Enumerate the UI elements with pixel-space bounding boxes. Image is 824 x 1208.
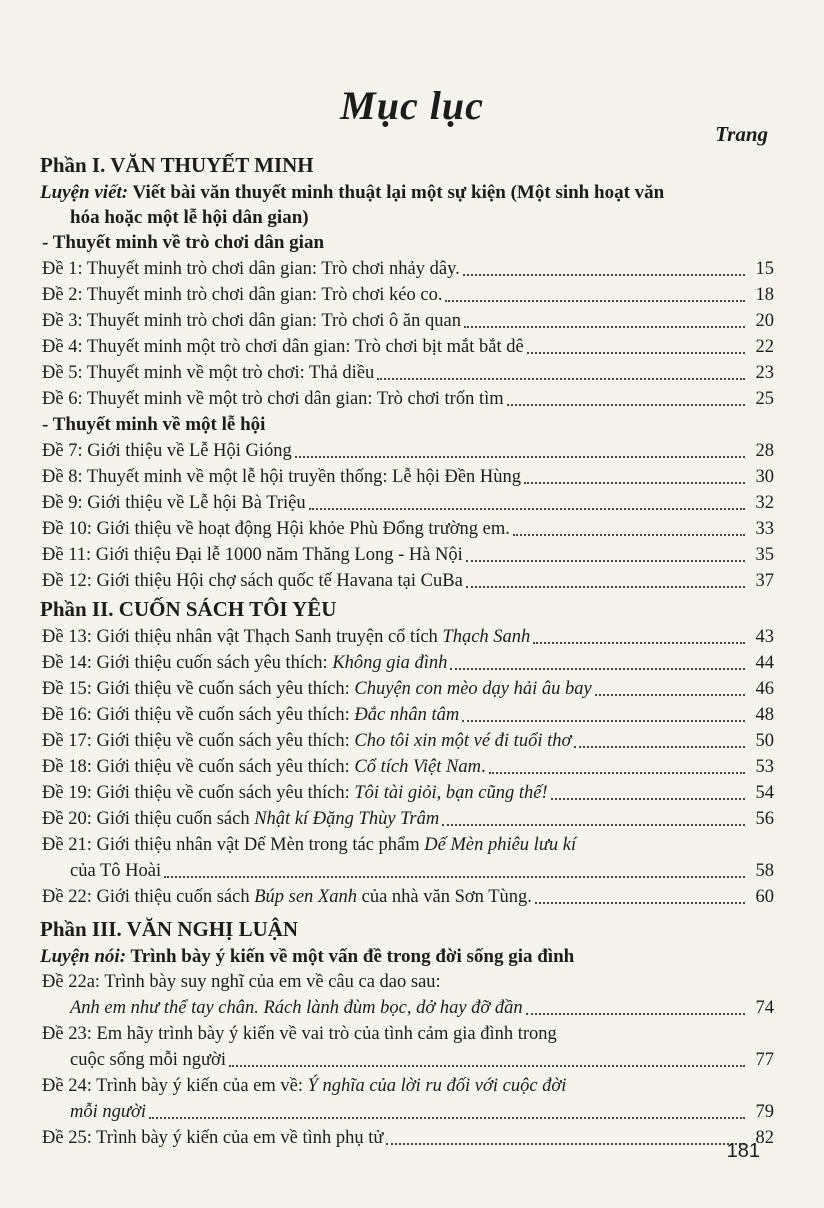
entry-text: Đề 11: Giới thiệu Đại lễ 1000 năm Thăng Long - Hà Nội [42,545,463,565]
toc-entry[interactable] [40,624,774,650]
entry-text: Đề 5: Thuyết minh về một trò chơi: Thả diều [42,363,375,383]
entry-text: Đề 2: Thuyết minh trò chơi dân gian: Trò chơi kéo co. [42,285,443,305]
entry-text: Đề 20: Giới thiệu cuốn sách Nhật kí Đặng Thùy Trâm [42,809,440,829]
toc-entry-line2[interactable] [40,1047,774,1073]
entry-text: Đề 6: Thuyết minh về một trò chơi dân gian: Trò chơi trốn tìm [42,389,504,409]
toc-entry[interactable] [40,728,774,754]
entry-text: Đề 4: Thuyết minh một trò chơi dân gian: Trò chơi bịt mắt bắt dê [42,337,524,357]
book-title: Chuyện con mèo dạy hải âu bay [354,679,592,699]
page-title: Mục lục [340,83,484,128]
toc-entry[interactable] [40,676,774,702]
entry-page: 22 [755,337,774,357]
exercise-text: Trình bày ý kiến về một vấn đề trong đời sống gia đình [130,946,575,967]
dot-leader [164,876,745,878]
toc-entry[interactable] [40,308,774,334]
entry-page: 37 [755,571,774,591]
part-1-heading: Phần I. VĂN THUYẾT MINH [40,153,314,177]
entry-page: 48 [755,705,774,725]
toc-entry[interactable] [40,650,774,676]
entry-page: 46 [755,679,774,699]
entry-text: Đề 13: Giới thiệu nhân vật Thạch Sanh truyện cổ tích Thạch Sanh [42,627,531,647]
dot-leader [551,798,745,800]
toc-entry-line2[interactable] [40,858,774,884]
toc-entry-line2[interactable] [40,1099,774,1125]
entry-text: Đề 9: Giới thiệu về Lễ hội Bà Triệu [42,493,306,513]
book-title: Dế Mèn phiêu lưu kí [424,835,577,855]
entry-page: 33 [755,519,774,539]
dot-leader [574,746,745,748]
entry-page: 56 [755,809,774,829]
dot-leader [309,508,745,510]
toc-entry[interactable] [40,438,774,464]
entry-text: Đề 10: Giới thiệu về hoạt động Hội khỏe Phù Đổng trường em. [42,519,510,539]
dot-leader [527,352,745,354]
toc-entry[interactable] [40,360,774,386]
toc-entry[interactable] [40,334,774,360]
dot-leader [533,642,745,644]
quote-text: Anh em như thể tay chân. Rách lành đùm bọc, dở hay đỡ đần [70,998,523,1018]
toc-entry[interactable] [40,464,774,490]
entry-text: Đề 22a: Trình bày suy nghĩ của em về câu ca dao sau: [42,972,441,992]
entry-page: 30 [755,467,774,487]
toc-entry[interactable] [40,1125,774,1151]
entry-text: Đề 24: Trình bày ý kiến của em về: Ý nghĩa của lời ru đối với cuộc đời [42,1076,567,1096]
book-title: Tôi tài giỏi, bạn cũng thế! [354,783,548,803]
toc-entry[interactable] [40,754,774,780]
entry-text: Đề 21: Giới thiệu nhân vật Dế Mèn trong tác phẩm Dế Mèn phiêu lưu kí [42,835,577,855]
section-heading: - Thuyết minh về một lễ hội [42,414,266,435]
dot-leader [386,1143,745,1145]
toc-entry[interactable] [40,282,774,308]
entry-page: 32 [755,493,774,513]
entry-text: Đề 14: Giới thiệu cuốn sách yêu thích: Không gia đình [42,653,448,673]
page-column-label: Trang [715,122,768,146]
page-number: 181 [726,1140,760,1162]
entry-text: Đề 19: Giới thiệu về cuốn sách yêu thích: Tôi tài giỏi, bạn cũng thế! [42,783,548,803]
topic-title: Ý nghĩa của lời ru đối với cuộc đời [307,1076,567,1096]
exercise-label: Luyện nói: [40,946,127,967]
part-1-exercise [40,180,774,205]
dot-leader [489,772,745,774]
dot-leader [524,482,745,484]
book-title: Không gia đình [332,653,448,673]
dot-leader [450,668,745,670]
section-heading: - Thuyết minh về trò chơi dân gian [42,232,325,253]
dot-leader [463,274,745,276]
toc-entry-line1[interactable] [40,1021,774,1047]
topic-title: mỗi người [70,1102,146,1122]
entry-page: 28 [755,441,774,461]
exercise-label: Luyện viết: [40,182,129,203]
entry-text: Đề 23: Em hãy trình bày ý kiến về vai trò của tình cảm gia đình trong [42,1024,557,1044]
book-title: Đắc nhân tâm [354,705,460,725]
entry-page: 79 [755,1102,774,1122]
dot-leader [526,1013,745,1015]
toc-entry[interactable] [40,806,774,832]
entry-page: 15 [755,259,774,279]
dot-leader [295,456,745,458]
toc-entry-line2[interactable] [40,995,774,1021]
book-title: Nhật kí Đặng Thùy Trâm [254,809,440,829]
book-title: Cho tôi xin một vé đi tuổi thơ [354,731,572,751]
entry-text: cuộc sống mỗi người [70,1050,226,1070]
toc-entry-line1[interactable] [40,969,774,995]
book-title: Búp sen Xanh [254,887,357,907]
entry-page: 82 [755,1128,774,1148]
dot-leader [466,586,745,588]
entry-page: 58 [755,861,774,881]
entry-page: 20 [755,311,774,331]
entry-page: 74 [755,998,774,1018]
toc-entry-line1[interactable] [40,832,774,858]
toc-entry-line1[interactable] [40,1073,774,1099]
dot-leader [507,404,745,406]
entry-page: 23 [755,363,774,383]
exercise-text-1: Viết bài văn thuyết minh thuật lại một sự kiện (Một sinh hoạt văn [132,182,665,203]
entry-page: 43 [755,627,774,647]
entry-page: 35 [755,545,774,565]
part-3-exercise [40,944,774,969]
part-3-heading: Phần III. VĂN NGHỊ LUẬN [40,917,299,941]
dot-leader [229,1065,745,1067]
dot-leader [595,694,745,696]
dot-leader [149,1117,745,1119]
part-2-heading: Phần II. CUỐN SÁCH TÔI YÊU [40,597,337,621]
entry-page: 25 [755,389,774,409]
entry-text: Đề 16: Giới thiệu về cuốn sách yêu thích: Đắc nhân tâm [42,705,460,725]
toc-entry[interactable] [40,884,774,910]
exercise-text-2: hóa hoặc một lễ hội dân gian) [70,207,309,228]
dot-leader [513,534,745,536]
dot-leader [535,902,745,904]
toc-entry[interactable] [40,516,774,542]
entry-text: Đề 18: Giới thiệu về cuốn sách yêu thích: Cổ tích Việt Nam. [42,757,486,777]
entry-text: Đề 3: Thuyết minh trò chơi dân gian: Trò chơi ô ăn quan [42,311,461,331]
dot-leader [464,326,745,328]
toc-entry[interactable] [40,702,774,728]
entry-page: 77 [755,1050,774,1070]
entry-page: 54 [755,783,774,803]
entry-text: Đề 8: Thuyết minh về một lễ hội truyền thống: Lễ hội Đền Hùng [42,467,522,487]
table-of-contents [40,150,774,1151]
book-title: Thạch Sanh [442,627,531,647]
toc-entry[interactable] [40,568,774,594]
entry-text: Đề 7: Giới thiệu về Lễ Hội Gióng [42,441,292,461]
entry-text: Đề 17: Giới thiệu về cuốn sách yêu thích: Cho tôi xin một vé đi tuổi thơ [42,731,572,751]
entry-page: 60 [755,887,774,907]
toc-entry[interactable] [40,542,774,568]
entry-text: của Tô Hoài [70,861,162,881]
entry-text: Đề 25: Trình bày ý kiến của em về tình phụ tử [42,1128,384,1148]
dot-leader [445,300,745,302]
entry-text: Đề 1: Thuyết minh trò chơi dân gian: Trò chơi nhảy dây. [42,259,460,279]
entry-page: 53 [755,757,774,777]
toc-entry[interactable] [40,386,774,412]
dot-leader [462,720,745,722]
book-title: Cổ tích Việt Nam [354,757,481,777]
entry-page: 50 [755,731,774,751]
toc-entry[interactable] [40,256,774,282]
entry-page: 18 [755,285,774,305]
toc-entry[interactable] [40,780,774,806]
dot-leader [377,378,745,380]
entry-text: Đề 12: Giới thiệu Hội chợ sách quốc tế Havana tại CuBa [42,571,463,591]
dot-leader [466,560,745,562]
toc-entry[interactable] [40,490,774,516]
entry-text: Đề 22: Giới thiệu cuốn sách Búp sen Xanh của nhà văn Sơn Tùng. [42,887,532,907]
entry-page: 44 [755,653,774,673]
dot-leader [442,824,745,826]
entry-text: Đề 15: Giới thiệu về cuốn sách yêu thích: Chuyện con mèo dạy hải âu bay [42,679,592,699]
